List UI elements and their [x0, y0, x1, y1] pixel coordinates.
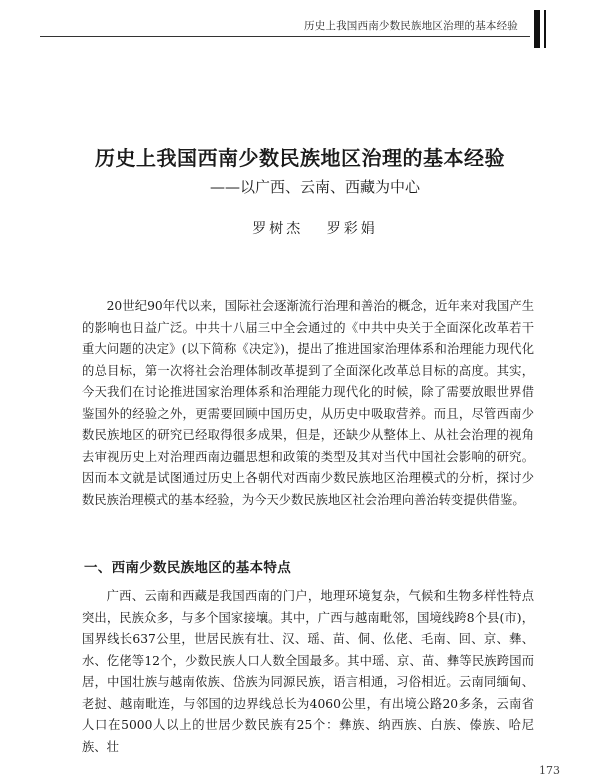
header-bar-thin	[544, 10, 546, 48]
header-rule	[40, 36, 530, 37]
section-1-heading: 一、西南少数民族地区的基本特点	[84, 560, 291, 576]
article-title: 历史上我国西南少数民族地区治理的基本经验	[95, 146, 505, 170]
header-bar-thick	[534, 10, 540, 48]
author-1: 罗树杰	[252, 221, 304, 237]
intro-block	[82, 296, 534, 511]
authors	[0, 218, 600, 238]
page-number: 173	[539, 764, 560, 777]
article-subtitle: ——以广西、云南、西藏为中心	[209, 178, 420, 196]
running-header	[0, 0, 600, 48]
intro-paragraph: 20世纪90年代以来，国际社会逐渐流行治理和善治的概念，近年来对我国产生的影响也日益广泛。中共十八届三中全会通过的《中共中央关于全面深化改革若干重大问题的决定》(以下简称《决定》)，提出了推进国家治理体系和治理能力现代化的总目标，第一次将社会治理体制改革提到了全面深化改革总目标的高度。其实，今天我们在讨论推进国家治理体系和治理能力现代化的时候，除了需要放眼世界借鉴国外的经验之外，更需要回顾中国历史，从历史中吸取营养。而且，尽管西南少数民族地区的研究已经取得很多成果，但是，还缺少从整体上、从社会治理的视角去审视历史上对治理西南边疆思想和政策的类型及其对当代中国社会影响的研究。因而本文就是试图通过历史上各朝代对西南少数民族地区治理模式的分析，探讨少数民族治理模式的基本经验，为今天少数民族地区社会治理向善治转变提供借鉴。	[82, 299, 534, 507]
section-1-block	[82, 586, 534, 758]
author-2: 罗彩娟	[326, 221, 378, 237]
running-title: 历史上我国西南少数民族地区治理的基本经验	[304, 20, 518, 32]
section-1-paragraph: 广西、云南和西藏是我国西南的门户，地理环境复杂，气候和生物多样性特点突出，民族众多，与多个国家接壤。其中，广西与越南毗邻，国境线跨8个县(市)，国界线长637公里，世居民族有壮、汉、瑶、苗、侗、仫佬、毛南、回、京、彝、水、仡佬等12个，少数民族人口人数全国最多。其中瑶、京、苗、彝等民族跨国而居，中国壮族与越南侬族、岱族为同源民族，语言相通，习俗相近。云南同缅甸、老挝、越南毗连，与邻国的边界线总长为4060公里，有出境公路20多条，云南省人口在5000人以上的世居少数民族有25个：彝族、纳西族、白族、傣族、哈尼族、壮	[82, 589, 534, 754]
